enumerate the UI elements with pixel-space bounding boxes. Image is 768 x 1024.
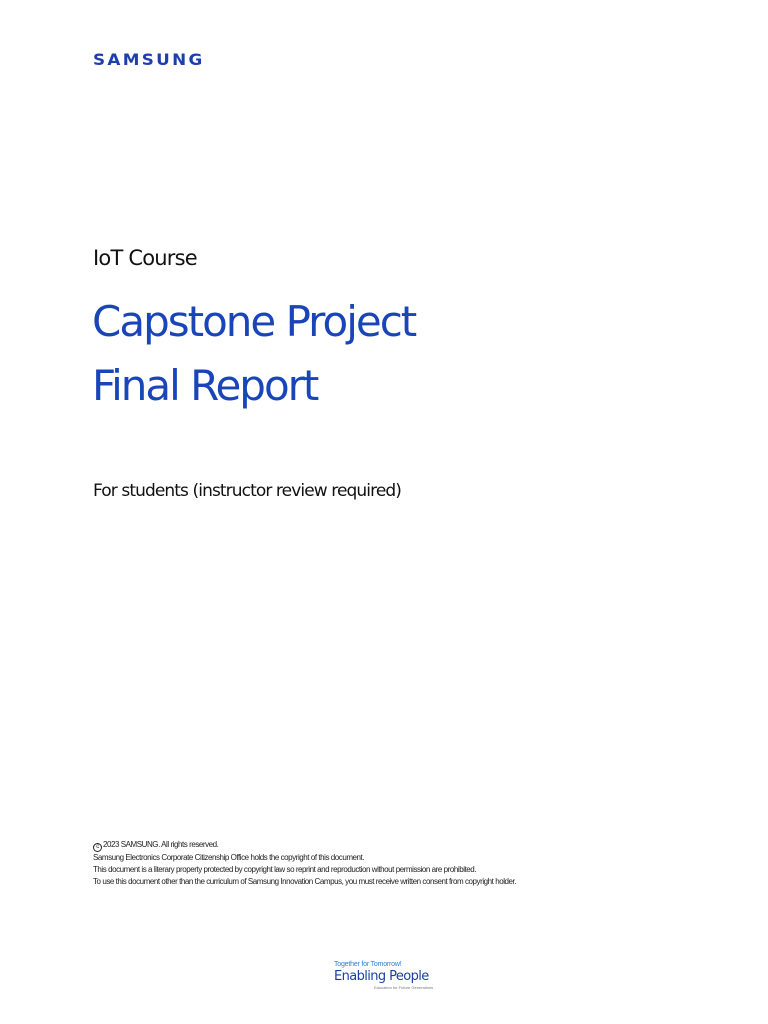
title-line-1: Capstone Project (92, 297, 416, 346)
copyright-text: 2023 SAMSUNG. All rights reserved. (103, 840, 219, 849)
copyright-line-4: To use this document other than the curriculum of Samsung Innovation Campus, you must receive written consent from copyright holder. (93, 877, 517, 886)
report-title (92, 290, 415, 418)
samsung-logo: SAMSUNG (93, 50, 205, 69)
copyright-line-2: Samsung Electronics Corporate Citizenship Office holds the copyright of this document. (93, 853, 365, 862)
brand-tagline: Together for Tomorrow! (334, 961, 402, 968)
copyright-icon: c (93, 843, 102, 852)
enabling-people-logo (334, 960, 444, 1000)
copyright-notice (93, 839, 516, 888)
copyright-line-3: This document is a literary property protected by copyright law so reprint and reproduction without permission are prohibited. (93, 865, 477, 874)
audience-subtitle: For students (instructor review required) (93, 481, 402, 501)
brand-main-text: Enabling People (334, 969, 429, 984)
course-label: IoT Course (93, 246, 197, 270)
copyright-line-1 (93, 839, 516, 852)
brand-sub-text: Education for Future Generations (374, 985, 434, 990)
title-line-2: Final Report (92, 361, 318, 410)
